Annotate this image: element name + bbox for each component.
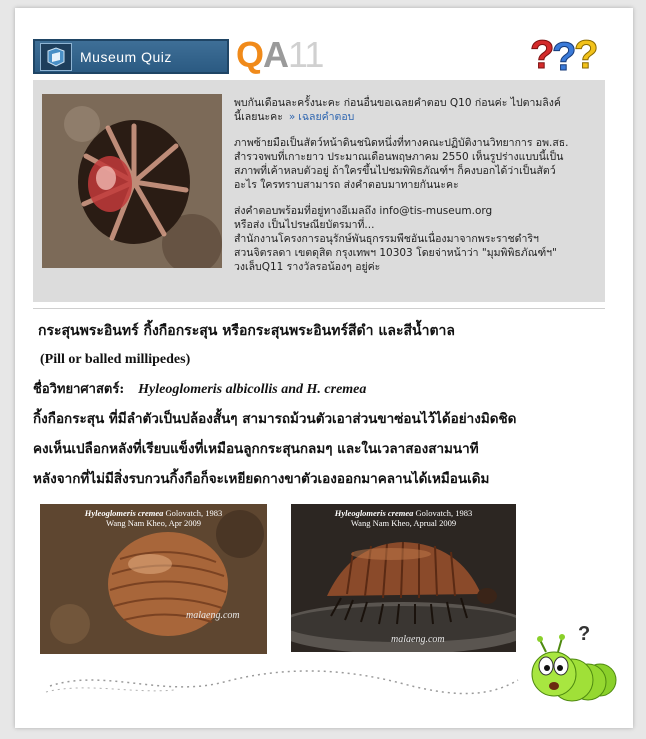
- quiz-para3-line: สำนักงานโครงการอนุรักษ์พันธุกรรมพืชอันเนื่องมาจากพระราชดำริฯ: [234, 233, 539, 245]
- divider: [33, 308, 605, 309]
- quiz-text: [234, 96, 596, 274]
- dotted-trail-decoration: [44, 664, 524, 700]
- description-line: กิ้งกือกระสุน ที่มีลำตัวเป็นปล้องสั้นๆ สามารถม้วนตัวเอาส่วนขาซ่อนไว้ได้อย่างมิดชิด: [33, 411, 517, 427]
- right-watermark: malaeng.com: [391, 634, 445, 645]
- quiz-para2-line: ภาพซ้ายมือเป็นสัตว์หน้าดินชนิดหนึ่งที่ทางคณะปฏิบัติงานวิทยาการ อพ.สธ.: [234, 137, 569, 149]
- quiz-line2-prefix: นี้เลยนะคะ: [234, 111, 283, 123]
- right-caption-line2: Wang Nam Kheo, Aprual 2009: [350, 518, 457, 528]
- left-watermark: malaeng.com: [186, 610, 240, 621]
- scientific-name-value: Hyleoglomeris albicollis and H. cremea: [138, 382, 367, 397]
- left-caption-author: Golovatch, 1983: [165, 508, 223, 518]
- right-caption-author: Golovatch, 1983: [415, 508, 473, 518]
- quiz-photo: [42, 94, 222, 268]
- right-caption: [291, 508, 516, 518]
- photo-walking-millipede: [291, 504, 516, 652]
- svg-text:?: ?: [574, 33, 599, 74]
- right-caption-species: Hyleoglomeris cremea: [334, 508, 414, 518]
- qa-number: 11: [288, 34, 324, 75]
- description-line: คงเห็นเปลือกหลังที่เรียบแข็งที่เหมือนลูกกระสุนกลมๆ และในเวลาสองสามนาที: [33, 441, 479, 457]
- quiz-para2-line: สภาพที่เค้าหลบตัวอยู่ ถ้าใครขึ้นไปชมพิพิธภัณฑ์ฯ ก็คงบอกได้ว่าเป็นสัตว์: [234, 165, 556, 177]
- question-marks-icon: [528, 28, 602, 74]
- description-line: หลังจากที่ไม่มีสิ่งรบกวนกิ้งกือก็จะเหยียดกางขาตัวเองออกมาคลานได้เหมือนเดิม: [33, 471, 490, 487]
- caterpillar-mascot-icon: [528, 620, 620, 708]
- left-caption-species: Hyleoglomeris cremea: [84, 508, 164, 518]
- quiz-line1: พบกันเดือนละครั้งนะคะ ก่อนอื่นขอเฉลยคำตอบ Q10 ก่อนค่ะ ไปตามลิงค์: [234, 97, 561, 109]
- svg-text:?: ?: [530, 33, 555, 74]
- qa-a: A: [263, 34, 289, 75]
- quiz-para2-line: สำรวจพบที่เกาะยาว ประมาณเดือนพฤษภาคม 2550 เห็นรูปร่างแบบนี้เป็น: [234, 151, 564, 163]
- qa-title: [236, 34, 323, 76]
- quiz-para3-line: ส่งคำตอบพร้อมที่อยู่ทางอีเมลถึง info@tis-museum.org: [234, 205, 493, 217]
- badge-label: Museum Quiz: [80, 48, 172, 65]
- qa-q: Q: [236, 34, 264, 75]
- quiz-para3-line: หรือส่ง เป็นไปรษณียบัตรมาที่...: [234, 219, 375, 231]
- english-name: (Pill or balled millipedes): [40, 352, 191, 367]
- svg-text:?: ?: [552, 35, 577, 74]
- photo-rolled-millipede: [40, 504, 267, 654]
- quiz-para3-line: วงเล็บQ11 รางวัลรอน้องๆ อยู่ค่ะ: [234, 261, 381, 273]
- quiz-para2-line: อะไร ใครทราบสามารถ ส่งคำตอบมาทายกันนะคะ: [234, 179, 459, 191]
- museum-quiz-badge: [33, 39, 229, 74]
- answer-title: กระสุนพระอินทร์ กิ้งกือกระสุน หรือกระสุนพระอินทร์สีดำ และสีน้ำตาล: [38, 323, 455, 339]
- scientific-name-label: ชื่อวิทยาศาสตร์:: [33, 382, 125, 397]
- answer-link[interactable]: เฉลยคำตอบ: [298, 111, 355, 123]
- scientific-name-row: [33, 378, 366, 399]
- left-caption-line2: Wang Nam Kheo, Apr 2009: [106, 518, 201, 528]
- arrow-icon: »: [288, 111, 296, 123]
- svg-text:?: ?: [578, 623, 591, 645]
- museum-logo-icon: [40, 43, 72, 71]
- quiz-para3-line: สวนจิตรลดา เขตดุสิต กรุงเทพฯ 10303 โดยจ่าหน้าว่า "มุมพิพิธภัณฑ์ฯ": [234, 247, 557, 259]
- left-caption: [40, 508, 267, 518]
- quiz-line2: [234, 110, 596, 124]
- description: [33, 404, 603, 494]
